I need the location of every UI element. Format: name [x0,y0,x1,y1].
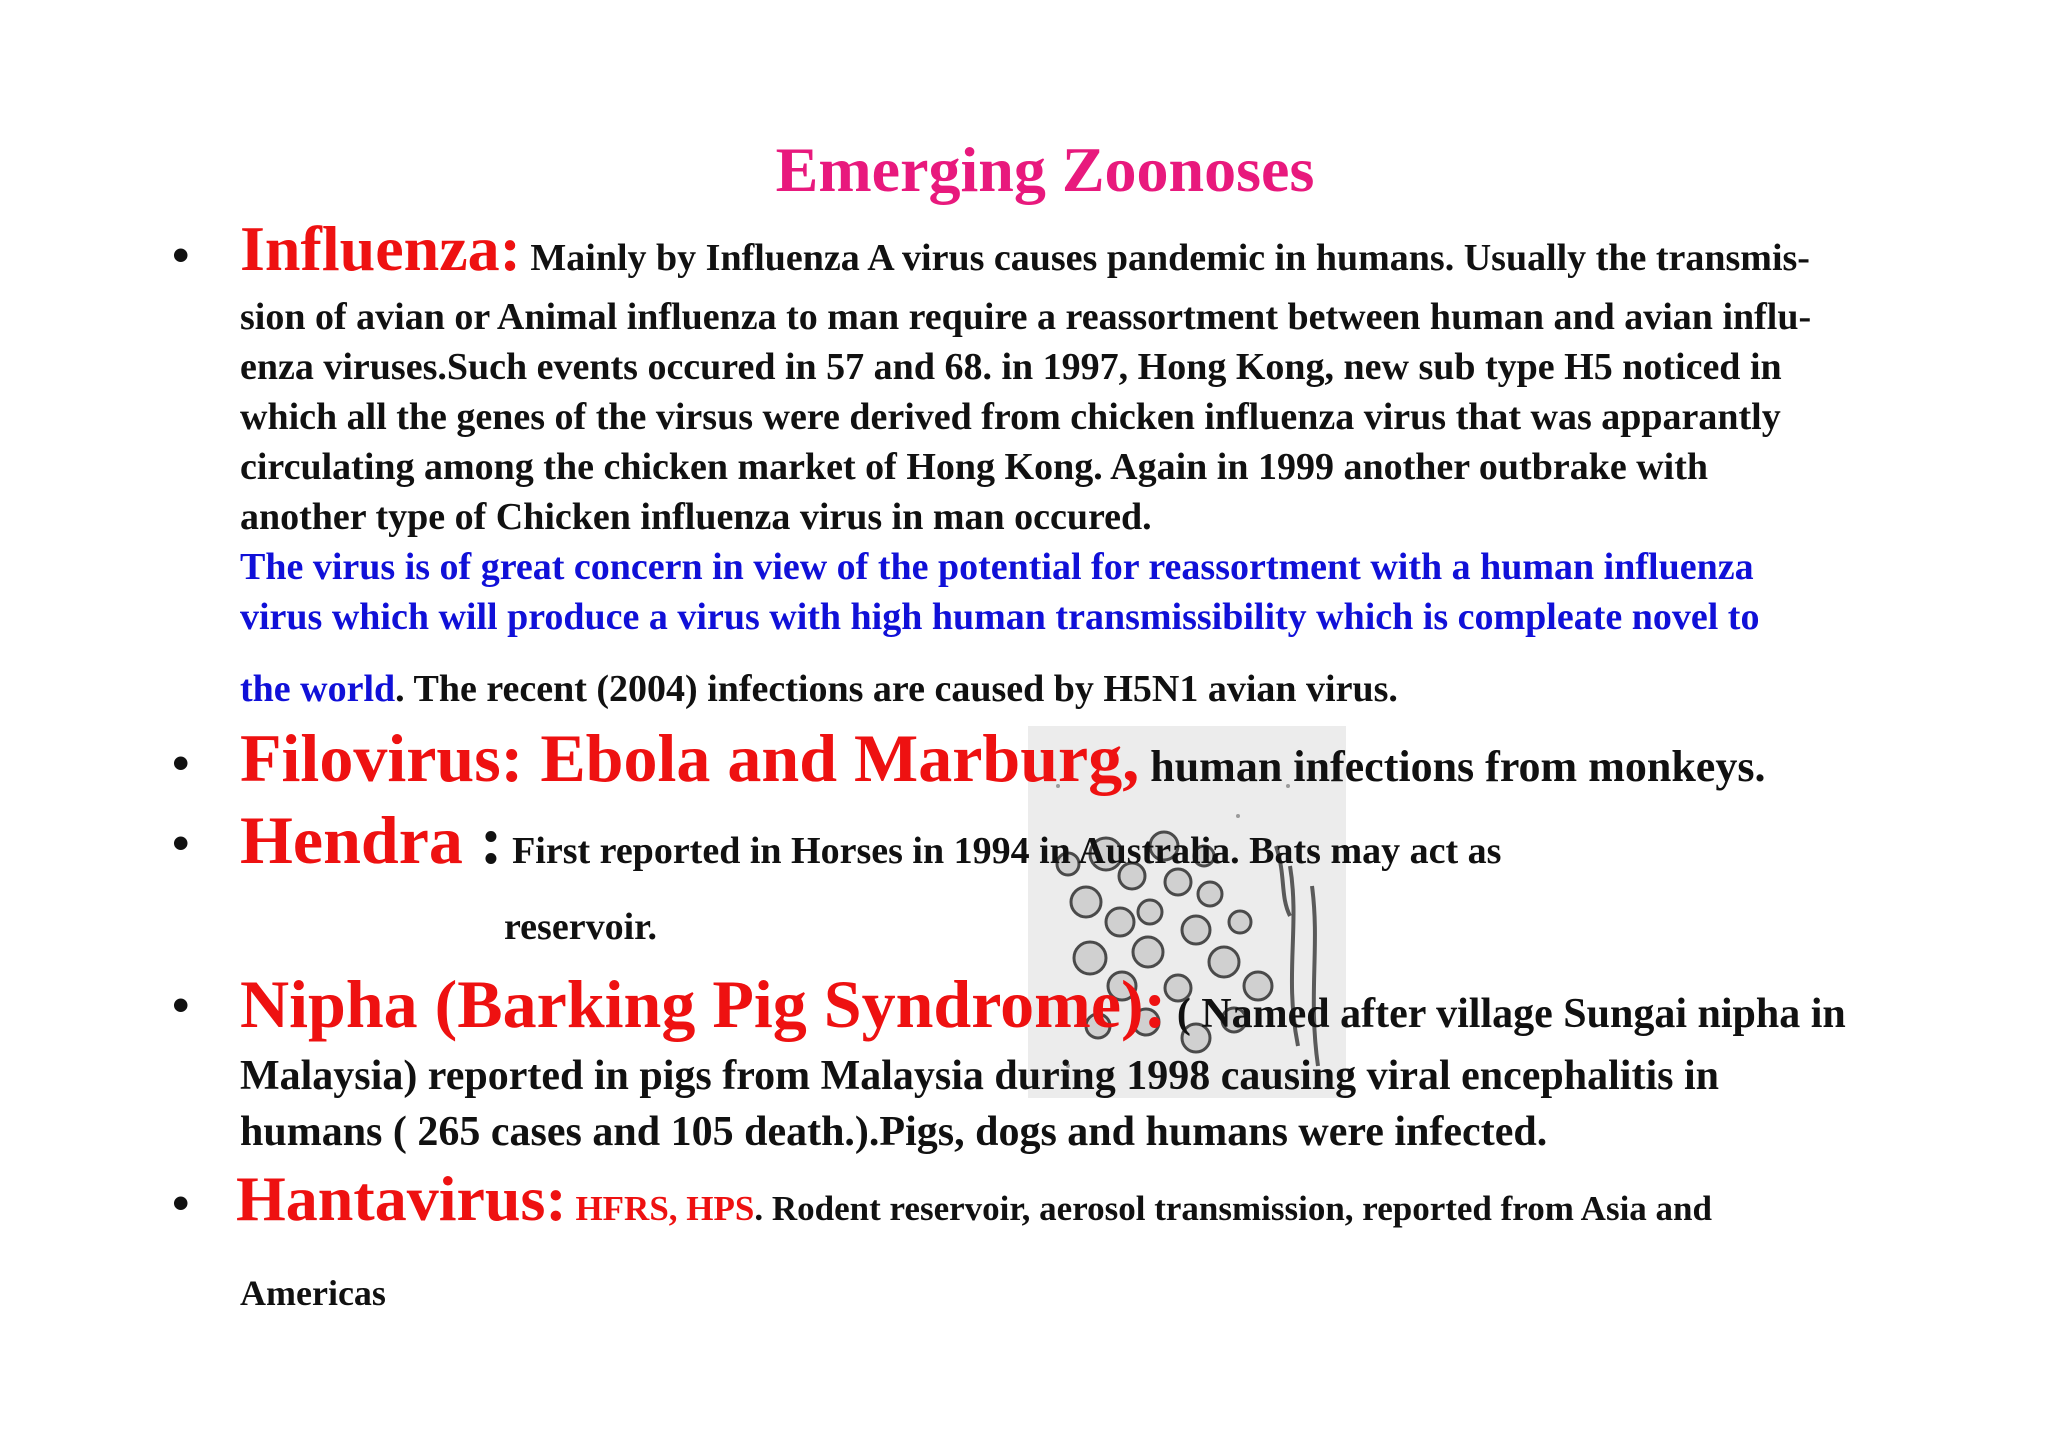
influenza-line: which all the genes of the virsus were derived from chicken influenza virus that was apparantly [240,396,1781,438]
filovirus-text: human infections from monkeys. [1139,742,1766,791]
nipha-line: humans ( 265 cases and 105 death.).Pigs, dogs and humans were infected. [240,1109,1548,1155]
influenza-line: enza viruses.Such events occured in 57 and 68. in 1997, Hong Kong, new sub type H5 noticed in [240,346,1782,388]
influenza-highlight-tail: the world [240,668,396,710]
influenza-tail-text: . The recent (2004) infections are caused by H5N1 avian virus. [395,668,1398,710]
bullet-marker: • [172,977,190,1033]
influenza-line: sion of avian or Animal influenza to man require a reassortment between human and avian influ- [240,296,1812,338]
bullet-marker: • [172,815,190,871]
hendra-heading: Hendra [240,802,463,878]
influenza-highlight-line: virus which will produce a virus with high human transmissibility which is compleate novel to [240,596,1760,638]
bullet-marker: • [172,735,190,791]
nipha-body [240,1048,2040,1160]
hantavirus-heading: Hantavirus: [236,1163,567,1234]
hantavirus-line [236,1162,2036,1253]
influenza-body [240,292,2020,714]
hantavirus-text: . Rodent reservoir, aerosol transmission, reported from Asia and [754,1189,1712,1228]
nipha-heading: Nipha (Barking Pig Syndrome): [240,966,1167,1042]
hendra-continuation: reservoir. [504,906,658,948]
influenza-highlight-line: The virus is of great concern in view of the potential for reassortment with a human influenza [240,546,1754,588]
influenza-line: circulating among the chicken market of Hong Kong. Again in 1999 another outbrake with [240,446,1708,488]
nipha-text: ( Named after village Sungai nipha in [1166,991,1846,1037]
bullet-marker: • [172,227,190,283]
influenza-lead-text: Mainly by Influenza A virus causes pandemic in humans. Usually the transmis- [520,237,1810,279]
slide-title: Emerging Zoonoses [775,134,1315,205]
influenza-line: another type of Chicken influenza virus in man occured. [240,496,1152,538]
nipha-line: Malaysia) reported in pigs from Malaysia during 1998 causing viral encephalitis in [240,1053,1720,1099]
bullet-marker: • [172,1175,190,1231]
hendra-colon: : [462,802,503,878]
influenza-line-1 [240,214,2040,301]
hantavirus-types: HFRS, HPS [566,1189,755,1228]
filovirus-heading: Filovirus: Ebola and Marburg, [240,720,1140,796]
hendra-line [240,800,2040,899]
hendra-text: First reported in Horses in 1994 in Australia. Bats may act as [502,830,1502,872]
influenza-tail-line [240,664,2020,714]
influenza-heading: Influenza: [240,213,521,284]
hantavirus-continuation: Americas [240,1273,386,1313]
